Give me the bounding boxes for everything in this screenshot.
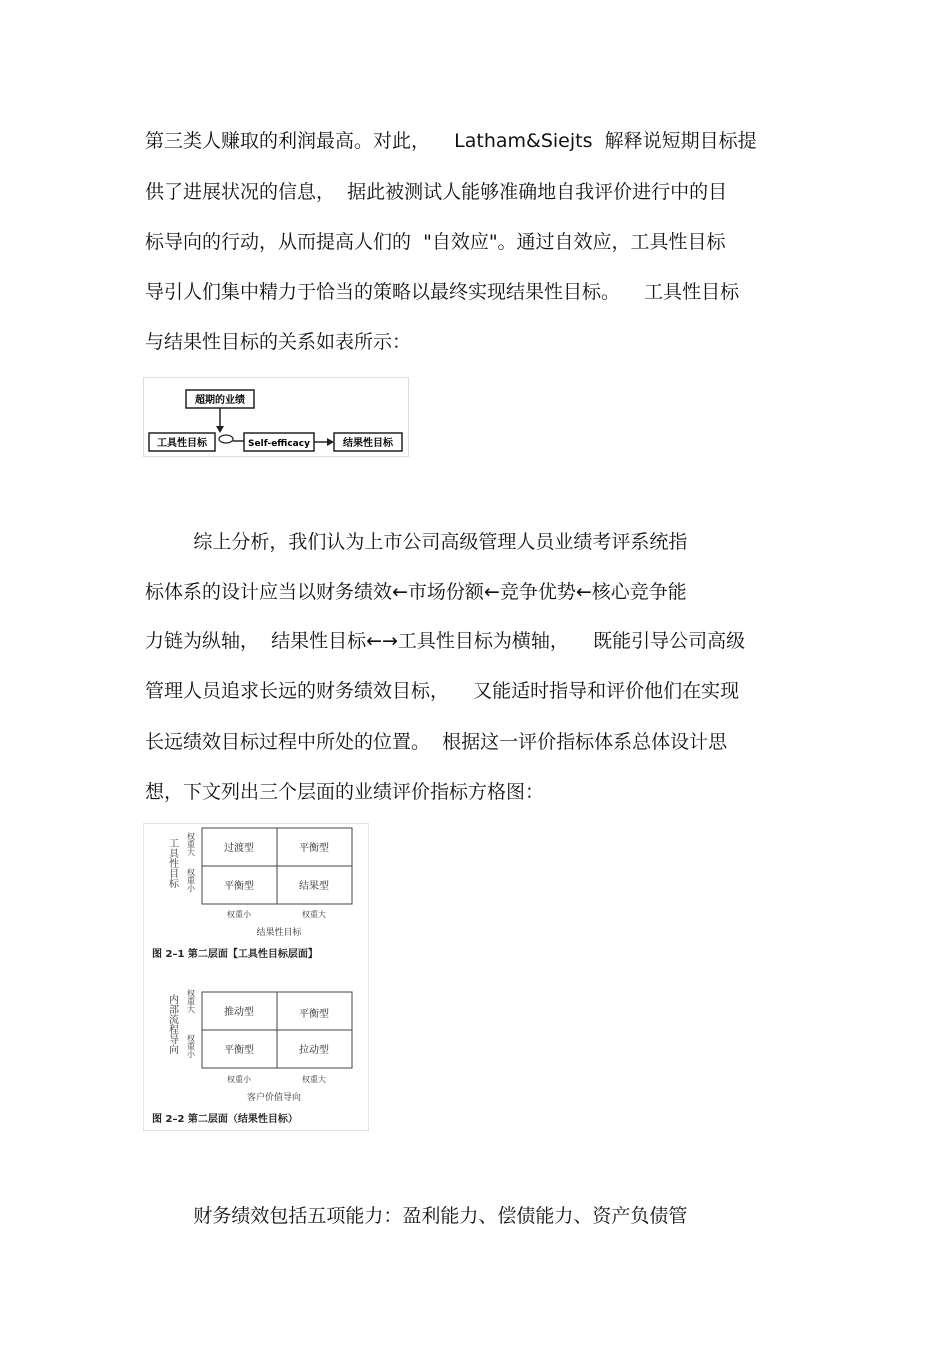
y-bottom-label: 权重小 [186, 1034, 196, 1058]
text-line: 与结果性目标的关系如表所示： [145, 331, 412, 353]
text-line: 供了进展状况的信息， 据此被测试人能够准确地自我评价进行中的目 [145, 181, 728, 203]
grid-cell: 平衡型 [299, 843, 329, 854]
grid-cell: 推动型 [224, 1007, 254, 1018]
x-left-label: 权重小 [227, 1075, 251, 1084]
text-line: 想，下文列出三个层面的业绩评价指标方格图： [145, 781, 545, 803]
grid-figures [143, 823, 369, 1131]
top-box-label: 超期的业绩 [195, 395, 245, 406]
text-line: 力链为纵轴， 结果性目标←→工具性目标为横轴， 既能引导公司高级 [145, 630, 746, 652]
middle-box-label: Self-efficacy [248, 439, 310, 449]
text-line: 长远绩效目标过程中所处的位置。 根据这一评价指标体系总体设计思 [145, 731, 728, 753]
x-axis-title: 客户价值导向 [246, 1093, 302, 1103]
text-line: 标体系的设计应当以财务绩效←市场份额←竞争优势←核心竞争能 [145, 581, 687, 603]
right-box-label: 结果性目标 [343, 438, 393, 449]
x-axis-title: 结果性目标 [256, 928, 302, 938]
text-line: 标导向的行动，从而提高人们的 "自效应"。通过自效应，工具性目标 [145, 231, 726, 253]
grid-cell: 拉动型 [299, 1045, 329, 1056]
y-axis-title: 工具性目标 [166, 838, 178, 888]
text-line: 财务绩效包括五项能力：盈利能力、偿债能力、资产负债管 [145, 1205, 688, 1227]
x-right-label: 权重大 [302, 910, 326, 919]
figure-2-1 [152, 828, 352, 960]
y-bottom-label: 权重小 [186, 868, 196, 892]
grid-cell: 平衡型 [224, 1045, 254, 1056]
grid-cell: 结果型 [299, 881, 329, 892]
goal-relationship-diagram [143, 377, 409, 457]
text-line: 导引人们集中精力于恰当的策略以最终实现结果性目标。 工具性目标 [145, 281, 740, 303]
text-line: 第三类人赚取的利润最高。对此， Latham&Siejts 解释说短期目标提 [145, 130, 757, 152]
text-line: 管理人员追求长远的财务绩效目标， 又能适时指导和评价他们在实现 [145, 680, 740, 702]
text-line: 综上分析，我们认为上市公司高级管理人员业绩考评系统指 [145, 531, 688, 553]
y-axis-title: 内部流程导向 [166, 994, 178, 1054]
figure-2-2 [152, 988, 352, 1125]
y-top-label: 权重大 [186, 989, 196, 1013]
left-box-label: 工具性目标 [157, 438, 207, 449]
figure-caption: 图 2–2 第二层面（结果性目标） [152, 1114, 298, 1125]
grid-cell: 平衡型 [224, 881, 254, 892]
x-left-label: 权重小 [227, 910, 251, 919]
figure-caption: 图 2–1 第二层面【工具性目标层面】 [152, 949, 318, 960]
x-right-label: 权重大 [302, 1075, 326, 1084]
y-top-label: 权重大 [186, 832, 196, 856]
grid-cell: 过渡型 [224, 843, 254, 854]
grid-cell: 平衡型 [299, 1009, 329, 1020]
